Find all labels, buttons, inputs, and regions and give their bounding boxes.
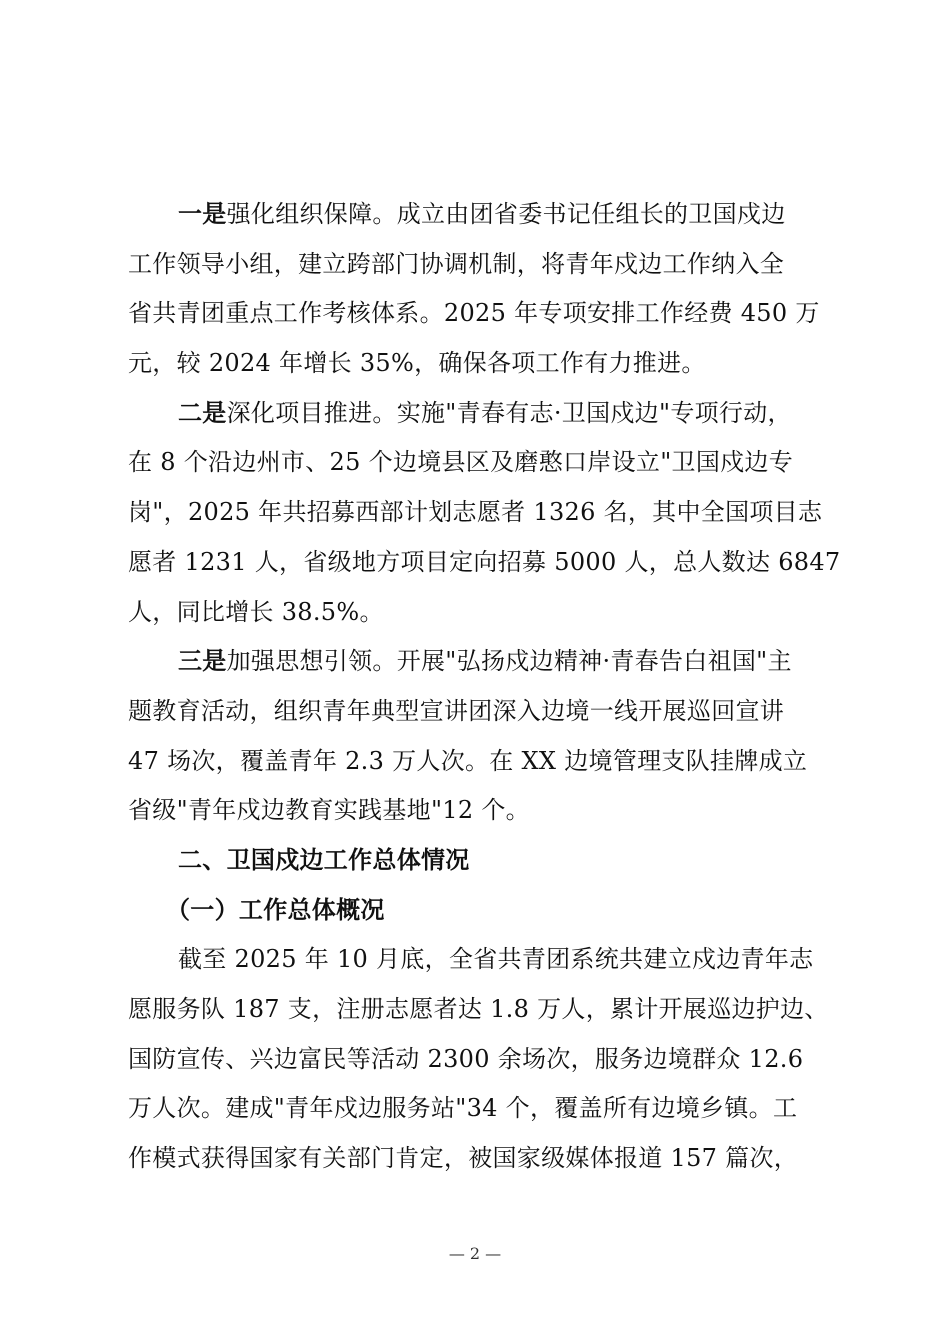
paragraph-lead: 二是 bbox=[178, 398, 227, 427]
section-heading: 二、卫国戍边工作总体情况 bbox=[178, 845, 470, 874]
text-line: 工作领导小组，建立跨部门协调机制，将青年戍边工作纳入全 bbox=[128, 249, 785, 278]
text-line: 省共青团重点工作考核体系。2025 年专项安排工作经费 450 万 bbox=[128, 299, 820, 328]
paragraph-ideology bbox=[128, 637, 828, 836]
text-line: 万人次。建成"青年戍边服务站"34 个，覆盖所有边境乡镇。工 bbox=[128, 1094, 798, 1123]
text-line: 题教育活动，组织青年典型宣讲团深入边境一线开展巡回宣讲 bbox=[128, 696, 785, 725]
text-line: 截至 2025 年 10 月底，全省共青团系统共建立戍边青年志 bbox=[178, 945, 814, 974]
paragraph-lead: 三是 bbox=[178, 647, 227, 676]
text: 强化组织保障。成立由团省委书记任组长的卫国戍边 bbox=[226, 200, 786, 228]
text-line bbox=[128, 637, 828, 687]
subsection-heading: （一）工作总体概况 bbox=[166, 895, 385, 924]
text-line: 元，较 2024 年增长 35%，确保各项工作有力推进。 bbox=[128, 349, 706, 378]
text-line: 愿服务队 187 支，注册志愿者达 1.8 万人，累计开展巡边护边、 bbox=[128, 995, 829, 1023]
text-line: 岗"，2025 年共招募西部计划志愿者 1326 名，其中全国项目志 bbox=[128, 498, 823, 527]
page-number: — 2 — bbox=[448, 1244, 502, 1263]
text-line: 人，同比增长 38.5%。 bbox=[128, 597, 384, 626]
paragraph-overview bbox=[128, 935, 828, 1183]
text-line bbox=[128, 389, 828, 439]
paragraph-organization bbox=[128, 190, 828, 389]
paragraph-projects bbox=[128, 389, 841, 637]
text-line: 作模式获得国家有关部门肯定，被国家级媒体报道 157 篇次， bbox=[128, 1144, 799, 1173]
text-line: 47 场次，覆盖青年 2.3 万人次。在 XX 边境管理支队挂牌成立 bbox=[128, 746, 808, 775]
text-line: 愿者 1231 人，省级地方项目定向招募 5000 人，总人数达 6847 bbox=[128, 547, 841, 576]
document-body bbox=[128, 190, 841, 1184]
text-line: 省级"青年戍边教育实践基地"12 个。 bbox=[128, 796, 530, 825]
text: 深化项目推进。实施"青春有志·卫国戍边"专项行动， bbox=[226, 398, 792, 427]
text: 加强思想引领。开展"弘扬戍边精神·青春告白祖国"主 bbox=[226, 647, 792, 676]
paragraph-lead: 一是 bbox=[178, 200, 227, 228]
text-line bbox=[128, 190, 828, 240]
text-line: 国防宣传、兴边富民等活动 2300 余场次，服务边境群众 12.6 bbox=[128, 1044, 804, 1073]
text-line: 在 8 个沿边州市、25 个边境县区及磨憨口岸设立"卫国戍边专 bbox=[128, 448, 794, 477]
